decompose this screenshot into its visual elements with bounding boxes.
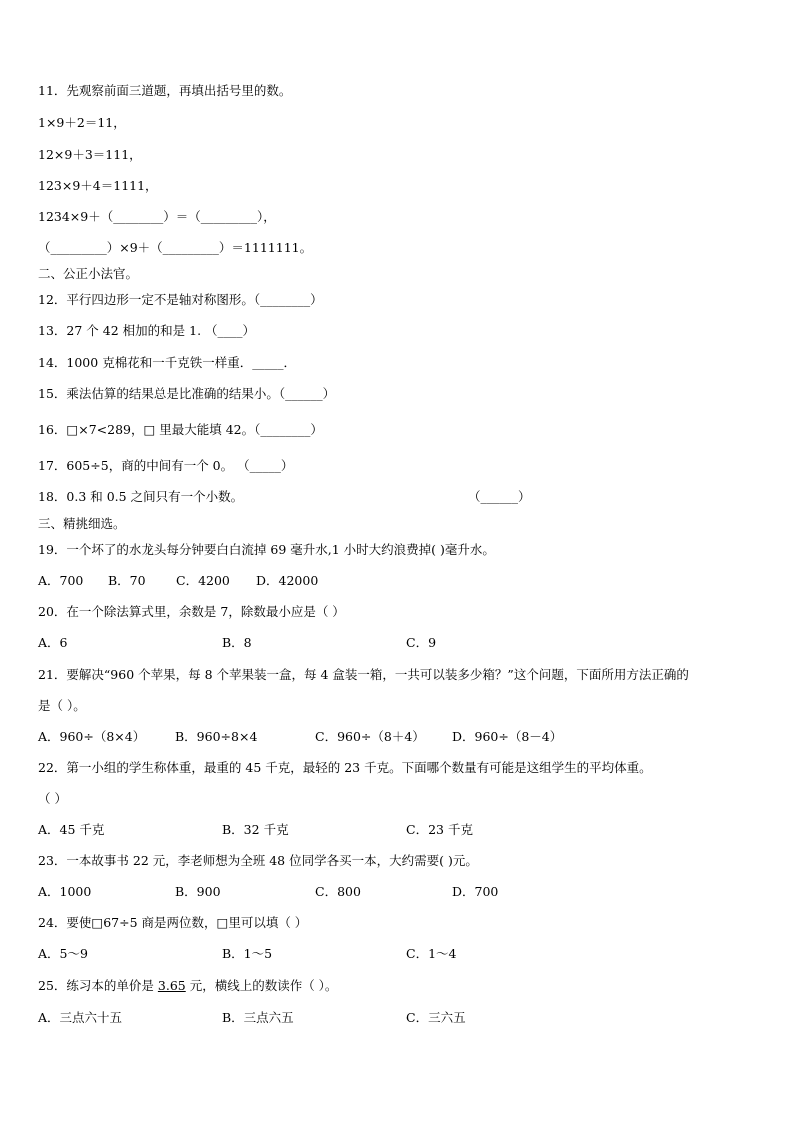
- q21-option-c[interactable]: C．960÷（8＋4）: [315, 729, 425, 744]
- q23-option-b[interactable]: B．900: [175, 884, 221, 899]
- q22-option-b[interactable]: B．32 千克: [222, 822, 289, 837]
- q24-stem: 24．要使□67÷5 商是两位数，□里可以填（ ）: [38, 915, 308, 930]
- q11-equation-5: （_________）×9＋（_________）＝1111111。: [38, 240, 313, 255]
- q25-stem-before: 25．练习本的单价是: [38, 978, 158, 993]
- q13: 13．27 个 42 相加的和是 1. （____）: [38, 323, 256, 338]
- q19-option-a[interactable]: A．700: [38, 573, 84, 588]
- q21-option-a[interactable]: A．960÷（8×4）: [38, 729, 146, 744]
- q21-stem-line-2: 是（ ）。: [38, 698, 86, 713]
- q20-option-b[interactable]: B．8: [222, 635, 252, 650]
- q25-stem: [38, 978, 337, 994]
- q23-options: [38, 884, 758, 900]
- q24-options: [38, 946, 758, 962]
- section-2-title: 二、公正小法官。: [38, 266, 139, 281]
- section-3-title: 三、精挑细选。: [38, 516, 126, 531]
- q20-option-a[interactable]: A．6: [38, 635, 68, 650]
- q15: 15．乘法估算的结果总是比准确的结果小。（______）: [38, 386, 336, 401]
- q21-option-d[interactable]: D．960÷（8－4）: [452, 729, 563, 744]
- q22-option-a[interactable]: A．45 千克: [38, 822, 105, 837]
- q25-option-c[interactable]: C．三六五: [406, 1010, 466, 1025]
- q25-options: [38, 1010, 758, 1026]
- q22-options: [38, 822, 758, 838]
- q24-option-c[interactable]: C．1～4: [406, 946, 457, 961]
- q11-equation-3: 123×9＋4＝1111，: [38, 178, 158, 193]
- q24-option-b[interactable]: B．1～5: [222, 946, 273, 961]
- q21-options: [38, 729, 758, 745]
- q12: 12．平行四边形一定不是轴对称图形。（________）: [38, 292, 323, 307]
- q11-equation-2: 12×9＋3＝111，: [38, 147, 142, 162]
- q20-stem: 20．在一个除法算式里，余数是 7，除数最小应是（ ）: [38, 604, 345, 619]
- q16: 16．□×7<289，□ 里最大能填 42。（________）: [38, 422, 323, 437]
- q23-option-d[interactable]: D．700: [452, 884, 499, 899]
- q20-options: [38, 635, 758, 651]
- q25-option-a[interactable]: A．三点六十五: [38, 1010, 123, 1025]
- q22-stem-line-1: 22．第一小组的学生称体重，最重的 45 千克，最轻的 23 千克。下面哪个数量有可能是这组学生的平均体重。: [38, 760, 652, 775]
- q22-option-c[interactable]: C．23 千克: [406, 822, 473, 837]
- q19-options: [38, 573, 758, 589]
- q18-blank: （______）: [468, 489, 531, 504]
- q23-stem: 23．一本故事书 22 元，李老师想为全班 48 位同学各买一本，大约需要( )元。: [38, 853, 478, 868]
- q19-option-b[interactable]: B．70: [108, 573, 146, 588]
- q11-equation-1: 1×9＋2＝11，: [38, 115, 126, 130]
- q19-option-d[interactable]: D．42000: [256, 573, 319, 588]
- q19-stem: 19．一个坏了的水龙头每分钟要白白流掉 69 毫升水,1 小时大约浪费掉( )毫升水。: [38, 542, 495, 557]
- q25-option-b[interactable]: B．三点六五: [222, 1010, 294, 1025]
- q11-stem: 11．先观察前面三道题，再填出括号里的数。: [38, 83, 292, 98]
- q14: 14．1000 克棉花和一千克铁一样重．_____．: [38, 355, 296, 370]
- q18-stem: 18．0.3 和 0.5 之间只有一个小数。: [38, 489, 244, 504]
- q19-option-c[interactable]: C．4200: [176, 573, 230, 588]
- q25-underlined-number: 3.65: [157, 978, 186, 993]
- q21-stem-line-1: 21．要解决“960 个苹果，每 8 个苹果装一盒，每 4 盒装一箱，一共可以装多少箱？”这个问题，下面所用方法正确的: [38, 667, 689, 682]
- q25-stem-after: 元，横线上的数读作（ ）。: [185, 978, 338, 993]
- q21-option-b[interactable]: B．960÷8×4: [175, 729, 258, 744]
- q20-option-c[interactable]: C．9: [406, 635, 437, 650]
- q22-stem-line-2: （ ）: [38, 791, 67, 806]
- q24-option-a[interactable]: A．5～9: [38, 946, 88, 961]
- q23-option-c[interactable]: C．800: [315, 884, 361, 899]
- q11-equation-4: 1234×9＋（________）＝（_________），: [38, 209, 276, 224]
- q17: 17．605÷5，商的中间有一个 0。 （_____）: [38, 458, 294, 473]
- q23-option-a[interactable]: A．1000: [38, 884, 92, 899]
